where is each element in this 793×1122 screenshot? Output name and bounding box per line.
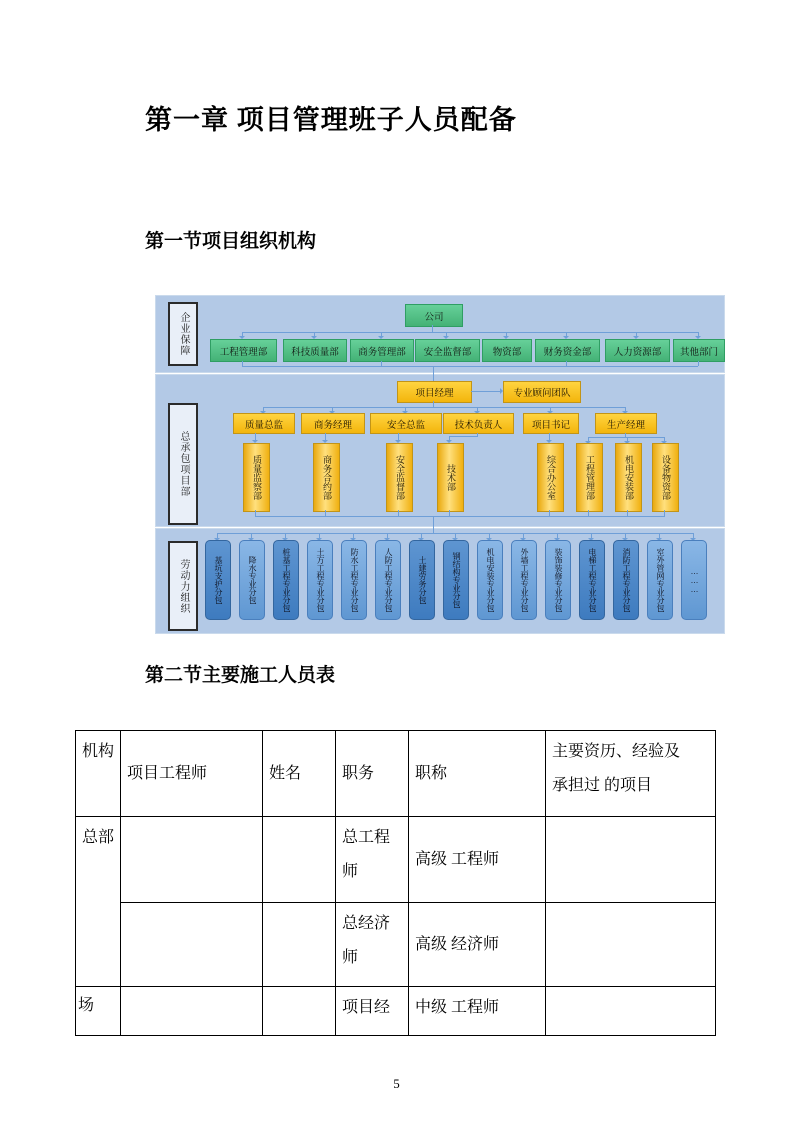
org-box-role: 商务经理: [301, 413, 365, 434]
connector-line: [242, 366, 698, 367]
connector-arrow: [398, 433, 399, 440]
cell-experience: [546, 987, 716, 1036]
side-label-general-contract: 总承包项目部: [168, 403, 198, 525]
connector-arrow: [314, 332, 315, 336]
connector-arrow: [477, 407, 478, 411]
header-org: 机构: [76, 731, 121, 817]
connector-arrow: [251, 533, 252, 538]
cell-position: 总工程师: [336, 817, 409, 903]
connector-arrow: [549, 433, 550, 440]
cell-position: 项目经: [336, 987, 409, 1036]
table-header-row: [76, 731, 716, 817]
connector-line: [698, 361, 699, 366]
header-name: 姓名: [263, 731, 336, 817]
header-experience: [546, 731, 716, 817]
connector-line: [477, 433, 478, 437]
org-box-subcontract: 机电安装专业分包: [477, 540, 503, 620]
connector-line: [242, 332, 698, 333]
connector-arrow: [523, 533, 524, 538]
connector-arrow: [506, 332, 507, 336]
connector-line: [381, 361, 382, 366]
org-box-subcontract: 防水工程专业分包: [341, 540, 367, 620]
org-box-project-manager: 项目经理: [397, 381, 472, 403]
connector-arrow: [588, 437, 589, 441]
org-box-dept: 工程管理部: [210, 339, 277, 362]
connector-line: [263, 407, 625, 408]
header-title: 职称: [409, 731, 546, 817]
table-row: [76, 817, 716, 903]
connector-line: [566, 361, 567, 366]
connector-arrow: [471, 391, 502, 392]
cell-name: [263, 987, 336, 1036]
org-box-dept: 安全监督部: [415, 339, 480, 362]
connector-arrow: [566, 332, 567, 336]
org-box-subcontract: 桩基工程专业分包: [273, 540, 299, 620]
connector-arrow: [698, 332, 699, 336]
org-box-subcontract: 室外管网专业分包: [647, 540, 673, 620]
org-box-subcontract: ………: [681, 540, 707, 620]
org-box-subcontract: 钢结构专业分包: [443, 540, 469, 620]
personnel-table: [75, 730, 716, 1036]
connector-arrow: [550, 407, 551, 411]
cell-name: [263, 817, 336, 903]
org-box-subdept: 质量监察部: [243, 443, 270, 512]
org-box-role: 质量总监: [233, 413, 295, 434]
org-box-subcontract: 电梯工程专业分包: [579, 540, 605, 620]
connector-line: [432, 325, 433, 332]
connector-arrow: [627, 437, 628, 441]
org-box-dept: 其他部门: [673, 339, 725, 362]
header-position: 职务: [336, 731, 409, 817]
connector-arrow: [659, 533, 660, 538]
org-box-subdept: 安全监督部: [386, 443, 413, 512]
org-box-dept: 科技质量部: [283, 339, 347, 362]
section2-title: 第二节主要施工人员表: [145, 665, 336, 686]
org-box-subdept: 技术部: [437, 443, 464, 512]
side-label-enterprise: 企业保障: [168, 302, 198, 366]
connector-arrow: [325, 433, 326, 440]
org-box-role: 项目书记: [523, 413, 579, 434]
cell-org: 总部: [76, 817, 121, 987]
cell-experience: [546, 817, 716, 903]
chapter-title: 第一章 项目管理班子人员配备: [145, 105, 517, 135]
connector-arrow: [353, 533, 354, 538]
org-box-dept: 商务管理部: [350, 339, 414, 362]
connector-line: [449, 436, 477, 437]
org-box-subcontract: 装饰装修专业分包: [545, 540, 571, 620]
org-box-subcontract: 降水专业分包: [239, 540, 265, 620]
org-box-subcontract: 消防工程专业分包: [613, 540, 639, 620]
org-box-subcontract: 土方工程专业分包: [307, 540, 333, 620]
org-box-role: 生产经理: [595, 413, 657, 434]
connector-arrow: [693, 533, 694, 538]
org-box-company: 公司: [405, 304, 463, 327]
cell-title: 高级 工程师: [409, 817, 546, 903]
connector-arrow: [489, 533, 490, 538]
org-box-role: 技术负责人: [443, 413, 514, 434]
page-number: 5: [393, 1076, 400, 1091]
connector-arrow: [636, 332, 637, 336]
org-box-subdept: 工程管理部: [576, 443, 603, 512]
cell-title: 高级 经济师: [409, 903, 546, 987]
org-box-advisor-team: 专业顾问团队: [503, 381, 581, 403]
org-chart: [155, 295, 725, 632]
connector-line: [242, 361, 243, 366]
org-box-subcontract: 人防工程专业分包: [375, 540, 401, 620]
table-row: [76, 987, 716, 1036]
cell-engineer: [121, 987, 263, 1036]
connector-arrow: [591, 533, 592, 538]
connector-arrow: [625, 533, 626, 538]
org-box-dept: 物资部: [482, 339, 532, 362]
org-box-role: 安全总监: [370, 413, 442, 434]
connector-arrow: [242, 332, 243, 336]
connector-arrow: [446, 332, 447, 336]
org-box-dept: 财务资金部: [535, 339, 600, 362]
connector-arrow: [455, 533, 456, 538]
connector-line: [433, 516, 434, 533]
connector-arrow: [387, 533, 388, 538]
cell-experience: [546, 903, 716, 987]
header-engineer: 项目工程师: [121, 731, 263, 817]
org-box-subcontract: 基坑支护分包: [205, 540, 231, 620]
cell-position: 总经济师: [336, 903, 409, 987]
side-label-labor: 劳动力组织: [168, 541, 198, 631]
connector-arrow: [217, 533, 218, 538]
cell-engineer: [121, 817, 263, 903]
table-row: [76, 903, 716, 987]
connector-arrow: [332, 407, 333, 411]
connector-arrow: [319, 533, 320, 538]
connector-arrow: [405, 407, 406, 411]
connector-arrow: [557, 533, 558, 538]
cell-org: 场: [76, 987, 121, 1036]
connector-arrow: [285, 533, 286, 538]
header-experience-line2: 承担过 的项目: [552, 776, 653, 794]
connector-line: [255, 516, 665, 517]
org-box-dept: 人力资源部: [605, 339, 670, 362]
section1-title: 第一节项目组织机构: [145, 231, 317, 252]
connector-line: [433, 366, 434, 381]
connector-arrow: [625, 407, 626, 411]
org-box-subdept: 设备物资部: [652, 443, 679, 512]
header-experience-line1: 主要资历、经验及: [552, 743, 681, 760]
cell-name: [263, 903, 336, 987]
org-box-subdept: 商务合约部: [313, 443, 340, 512]
org-box-subcontract: 土建劳务分包: [409, 540, 435, 620]
cell-engineer: [121, 903, 263, 987]
connector-arrow: [449, 436, 450, 440]
connector-arrow: [421, 533, 422, 538]
org-box-subdept: 综合办公室: [537, 443, 564, 512]
cell-title: 中级 工程师: [409, 987, 546, 1036]
org-box-subcontract: 外墙工程专业分包: [511, 540, 537, 620]
org-box-subdept: 机电安装部: [615, 443, 642, 512]
connector-arrow: [255, 433, 256, 440]
connector-arrow: [263, 407, 264, 411]
connector-arrow: [664, 437, 665, 441]
connector-arrow: [381, 332, 382, 336]
